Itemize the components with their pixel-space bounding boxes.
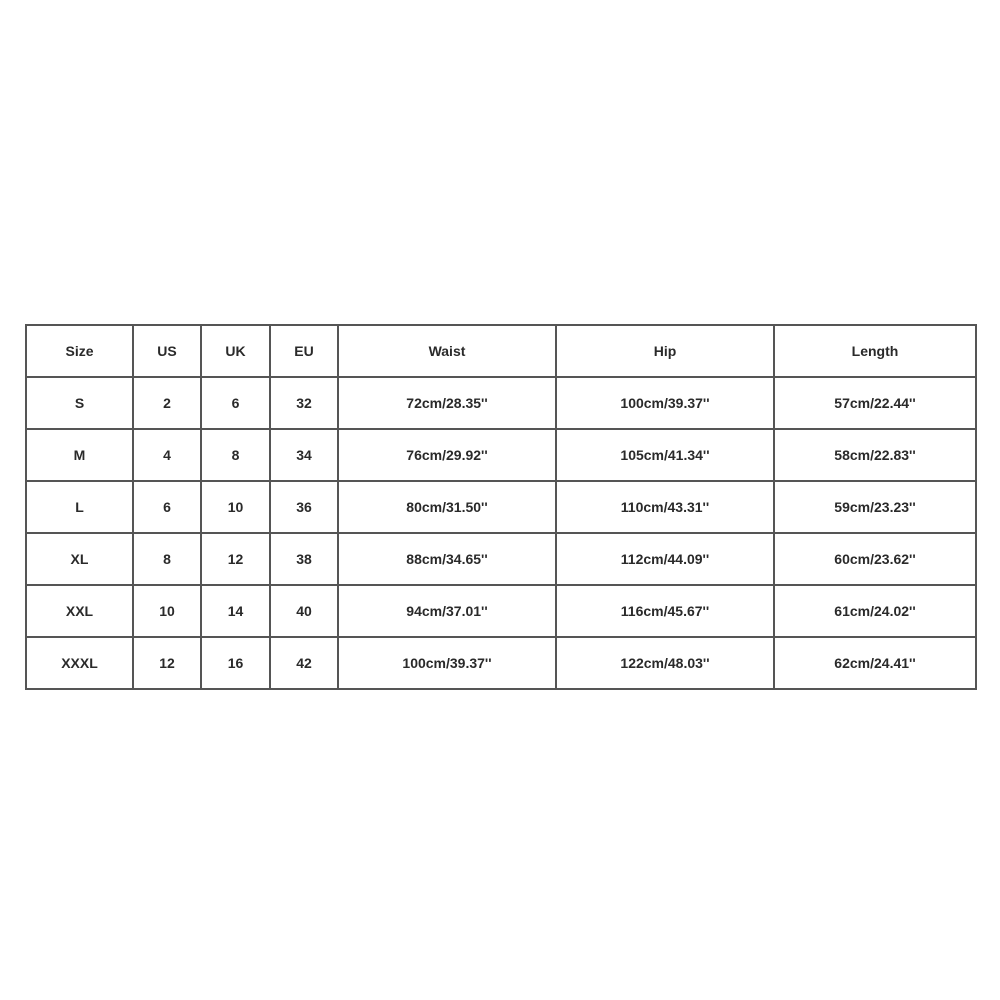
cell-uk: 16	[201, 637, 270, 689]
cell-uk: 10	[201, 481, 270, 533]
cell-waist: 100cm/39.37''	[338, 637, 556, 689]
header-length: Length	[774, 325, 976, 377]
header-waist: Waist	[338, 325, 556, 377]
cell-eu: 38	[270, 533, 338, 585]
cell-eu: 36	[270, 481, 338, 533]
header-us: US	[133, 325, 201, 377]
cell-length: 59cm/23.23''	[774, 481, 976, 533]
table-row	[26, 429, 976, 481]
cell-us: 2	[133, 377, 201, 429]
cell-hip: 116cm/45.67''	[556, 585, 774, 637]
cell-waist: 94cm/37.01''	[338, 585, 556, 637]
header-eu: EU	[270, 325, 338, 377]
cell-hip: 112cm/44.09''	[556, 533, 774, 585]
cell-length: 61cm/24.02''	[774, 585, 976, 637]
header-uk: UK	[201, 325, 270, 377]
cell-us: 6	[133, 481, 201, 533]
table-row	[26, 377, 976, 429]
cell-size: L	[26, 481, 133, 533]
cell-waist: 76cm/29.92''	[338, 429, 556, 481]
header-size: Size	[26, 325, 133, 377]
table-row	[26, 481, 976, 533]
cell-length: 62cm/24.41''	[774, 637, 976, 689]
cell-eu: 34	[270, 429, 338, 481]
header-hip: Hip	[556, 325, 774, 377]
cell-hip: 100cm/39.37''	[556, 377, 774, 429]
cell-hip: 105cm/41.34''	[556, 429, 774, 481]
cell-eu: 40	[270, 585, 338, 637]
cell-size: M	[26, 429, 133, 481]
cell-waist: 80cm/31.50''	[338, 481, 556, 533]
cell-uk: 12	[201, 533, 270, 585]
cell-us: 10	[133, 585, 201, 637]
cell-eu: 42	[270, 637, 338, 689]
cell-size: XL	[26, 533, 133, 585]
cell-length: 57cm/22.44''	[774, 377, 976, 429]
cell-us: 8	[133, 533, 201, 585]
cell-uk: 14	[201, 585, 270, 637]
cell-uk: 6	[201, 377, 270, 429]
cell-length: 60cm/23.62''	[774, 533, 976, 585]
table-row	[26, 637, 976, 689]
cell-size: XXL	[26, 585, 133, 637]
cell-size: XXXL	[26, 637, 133, 689]
cell-uk: 8	[201, 429, 270, 481]
cell-hip: 122cm/48.03''	[556, 637, 774, 689]
table-row	[26, 585, 976, 637]
cell-us: 4	[133, 429, 201, 481]
table-header-row	[26, 325, 976, 377]
table-row	[26, 533, 976, 585]
cell-length: 58cm/22.83''	[774, 429, 976, 481]
size-chart-table	[25, 324, 977, 690]
cell-eu: 32	[270, 377, 338, 429]
cell-waist: 72cm/28.35''	[338, 377, 556, 429]
cell-waist: 88cm/34.65''	[338, 533, 556, 585]
cell-size: S	[26, 377, 133, 429]
cell-us: 12	[133, 637, 201, 689]
cell-hip: 110cm/43.31''	[556, 481, 774, 533]
